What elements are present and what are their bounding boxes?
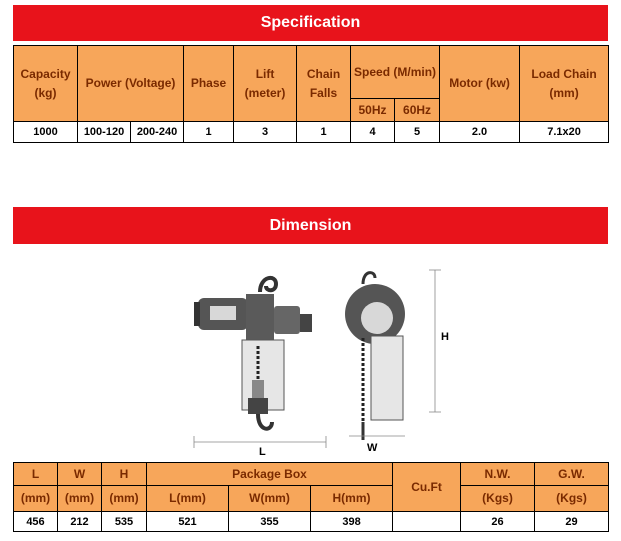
header-speed-60hz: 60Hz [395, 99, 440, 122]
dimension-label-h: H [441, 331, 449, 343]
value-chain-falls: 1 [297, 122, 351, 143]
value-phase: 1 [184, 122, 234, 143]
dimension-label-l: L [259, 446, 266, 458]
value-cuft [393, 512, 461, 532]
header-w: W [58, 463, 102, 486]
value-package-h: 398 [311, 512, 393, 532]
value-power-a: 100-120 [78, 122, 131, 143]
header-h-unit: (mm) [102, 486, 147, 512]
header-speed-50hz: 50Hz [351, 99, 395, 122]
header-h: H [102, 463, 147, 486]
dimension-label-w: W [367, 442, 378, 454]
header-nw-unit: (Kgs) [461, 486, 535, 512]
value-capacity: 1000 [14, 122, 78, 143]
header-gw-unit: (Kgs) [535, 486, 609, 512]
header-speed: Speed (M/min) [351, 46, 440, 99]
value-package-l: 521 [147, 512, 229, 532]
header-load-chain: Load Chain (mm) [520, 46, 609, 122]
specification-title: Specification [260, 14, 361, 31]
header-cuft: Cu.Ft [393, 463, 461, 512]
dimension-title: Dimension [269, 216, 352, 234]
value-w: 212 [58, 512, 102, 532]
value-nw: 26 [461, 512, 535, 532]
header-package-h: H(mm) [311, 486, 393, 512]
value-l: 456 [14, 512, 58, 532]
value-h: 535 [102, 512, 147, 532]
header-lift: Lift (meter) [234, 46, 297, 122]
specification-banner [13, 5, 608, 41]
header-l: L [14, 463, 58, 486]
specification-table [13, 45, 609, 143]
value-package-w: 355 [229, 512, 311, 532]
header-capacity: Capacity (kg) [14, 46, 78, 122]
value-load-chain: 7.1x20 [520, 122, 609, 143]
header-package-l: L(mm) [147, 486, 229, 512]
value-gw: 29 [535, 512, 609, 532]
hoist-side-view [335, 262, 445, 447]
value-speed-60hz: 5 [395, 122, 440, 143]
header-motor: Motor (kw) [440, 46, 520, 122]
value-speed-50hz: 4 [351, 122, 395, 143]
dimension-table [13, 462, 609, 532]
header-w-unit: (mm) [58, 486, 102, 512]
header-phase: Phase [184, 46, 234, 122]
hoist-front-view [190, 262, 330, 452]
header-l-unit: (mm) [14, 486, 58, 512]
header-nw: N.W. [461, 463, 535, 486]
header-chain-falls: Chain Falls [297, 46, 351, 122]
header-package-w: W(mm) [229, 486, 311, 512]
header-gw: G.W. [535, 463, 609, 486]
header-package-box: Package Box [147, 463, 393, 486]
dimension-banner [13, 207, 608, 244]
value-lift: 3 [234, 122, 297, 143]
value-power-b: 200-240 [131, 122, 184, 143]
value-motor: 2.0 [440, 122, 520, 143]
header-power: Power (Voltage) [78, 46, 184, 122]
